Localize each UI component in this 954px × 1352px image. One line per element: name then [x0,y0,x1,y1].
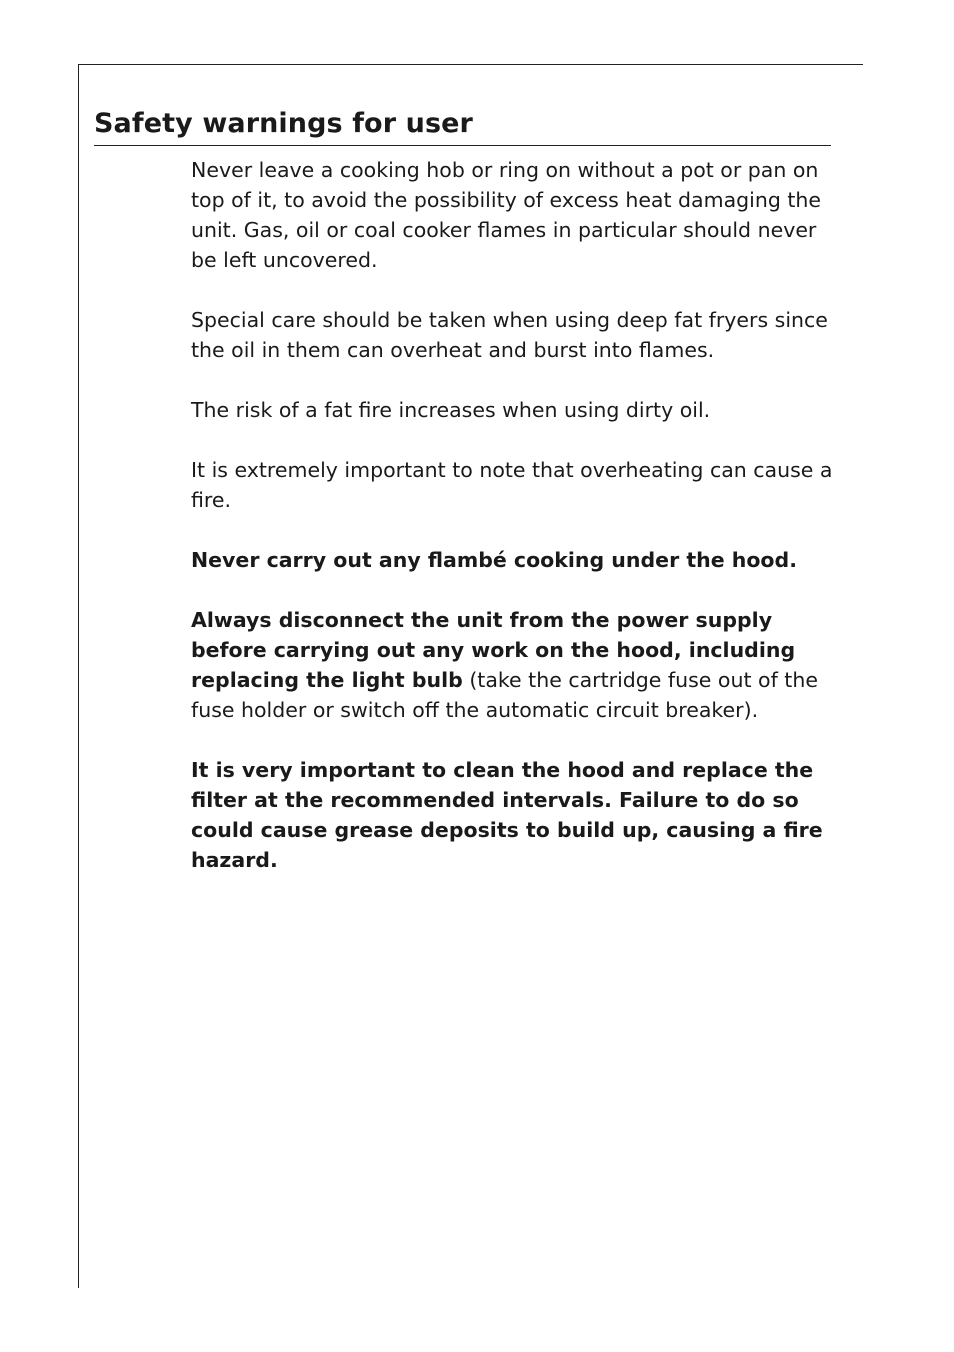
paragraph-overheating: It is extremely important to note that overheating can cause a fire. [191,458,833,512]
page-frame-top-rule [78,64,863,65]
title-underline [94,145,831,146]
page-title: Safety warnings for user [94,108,473,139]
paragraph-disconnect-power [191,605,836,725]
paragraph-hob-warning: Never leave a cooking hob or ring on without a pot or pan on top of it, to avoid the possibility of excess heat damaging the unit. Gas, oil or coal cooker flames in particular should never be left uncovered. [191,158,822,272]
safety-warnings-body [191,155,836,905]
paragraph-dirty-oil: The risk of a fat fire increases when using dirty oil. [191,398,711,422]
paragraph-deep-fat-fryers: Special care should be taken when using deep fat fryers since the oil in them can overheat and burst into flames. [191,308,828,362]
disconnect-power-detail-text: (take the cartridge fuse out of the fuse holder or switch off the automatic circuit breaker). [191,668,818,722]
paragraph-cleaning-filter: It is very important to clean the hood and replace the filter at the recommended intervals. Failure to do so could cause grease deposits to build up, causing a fire hazard. [191,758,823,872]
paragraph-flambe-warning: Never carry out any flambé cooking under the hood. [191,548,797,572]
page-frame-left-rule [78,64,79,1288]
disconnect-power-bold-text: Always disconnect the unit from the power supply before carrying out any work on the hood, including replacing the light bulb [191,608,796,692]
